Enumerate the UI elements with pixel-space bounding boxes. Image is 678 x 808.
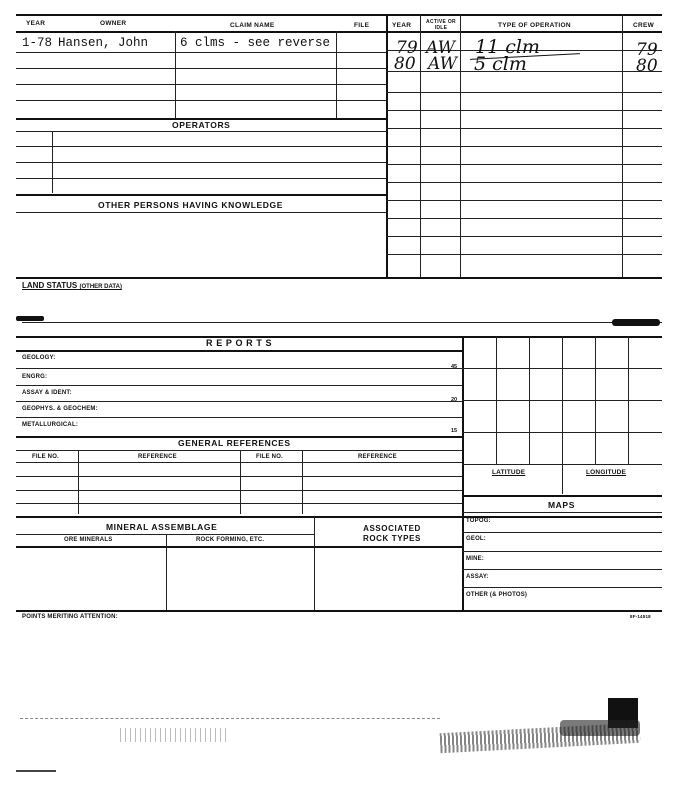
- ref-col-file-no-1: FILE NO.: [32, 454, 59, 460]
- associated-rock-types-title: ASSOCIATED ROCK TYPES: [362, 524, 421, 543]
- report-geology-num: 45: [451, 364, 458, 370]
- report-engrg: ENGRG:: [22, 374, 48, 380]
- report-metallurgical-num: 15: [451, 428, 458, 434]
- header-year: YEAR: [26, 20, 46, 27]
- report-assay-num: 20: [451, 397, 458, 403]
- maps-geol: GEOL:: [466, 536, 486, 542]
- op-2-status: AW: [428, 54, 458, 74]
- maps-other: OTHER (& PHOTOS): [466, 592, 528, 598]
- form-code: 8F-14518: [630, 614, 651, 619]
- report-assay: ASSAY & IDENT:: [22, 390, 72, 396]
- op-2-crew: 80: [636, 56, 658, 76]
- points-meriting-attention: POINTS MERITING ATTENTION:: [22, 614, 118, 620]
- land-status-label: LAND STATUS: [22, 281, 78, 290]
- op-2-year: 80: [394, 54, 416, 74]
- scan-noise: [0, 690, 678, 808]
- maps-assay: ASSAY:: [466, 574, 489, 580]
- operators-title: OPERATORS: [172, 120, 231, 130]
- maps-mine: MINE:: [466, 556, 484, 562]
- header-file: FILE: [354, 22, 370, 29]
- owner-name: Hansen, John: [58, 36, 149, 50]
- op-1-crew: 79: [636, 40, 658, 60]
- other-persons-title: OTHER PERSONS HAVING KNOWLEDGE: [98, 200, 284, 210]
- longitude-label: LONGITUDE: [586, 469, 627, 476]
- general-references-title: GENERAL REFERENCES: [178, 438, 291, 448]
- report-geophys: GEOPHYS. & GEOCHEM:: [22, 406, 98, 412]
- header-owner: OWNER: [100, 20, 127, 27]
- header-type-of-operation: TYPE OF OPERATION: [498, 22, 571, 29]
- latitude-label: LATITUDE: [492, 469, 526, 476]
- op-2-type: 5 clm: [474, 53, 527, 75]
- report-geology: GEOLOGY:: [22, 355, 56, 361]
- mineral-col-ore: ORE MINERALS: [64, 537, 113, 543]
- owner-claim: 6 clms - see reverse: [180, 36, 331, 50]
- header-year-ops: YEAR: [392, 22, 412, 29]
- header-claim-name: CLAIM NAME: [230, 22, 275, 29]
- ref-col-reference-1: REFERENCE: [138, 454, 177, 460]
- header-active-idle: ACTIVE OR IDLE: [426, 19, 456, 31]
- mineral-assemblage-title: MINERAL ASSEMBLAGE: [106, 522, 218, 532]
- maps-topog: TOPOG:: [466, 518, 491, 524]
- header-crew: CREW: [633, 22, 655, 29]
- land-status-title: [22, 281, 122, 290]
- op-1-type: 11 clm: [475, 36, 540, 58]
- land-status-note: (OTHER DATA): [79, 284, 122, 290]
- mineral-col-rock-forming: ROCK FORMING, ETC.: [196, 537, 265, 543]
- op-1-year: 79: [396, 38, 418, 58]
- ref-col-file-no-2: FILE NO.: [256, 454, 283, 460]
- reports-title: R E P O R T S: [206, 338, 273, 348]
- ref-col-reference-2: REFERENCE: [358, 454, 397, 460]
- report-metallurgical: METALLURGICAL:: [22, 422, 79, 428]
- op-1-status: AW: [426, 38, 456, 58]
- owner-years: 1-78: [22, 36, 53, 50]
- maps-title: MAPS: [548, 500, 575, 510]
